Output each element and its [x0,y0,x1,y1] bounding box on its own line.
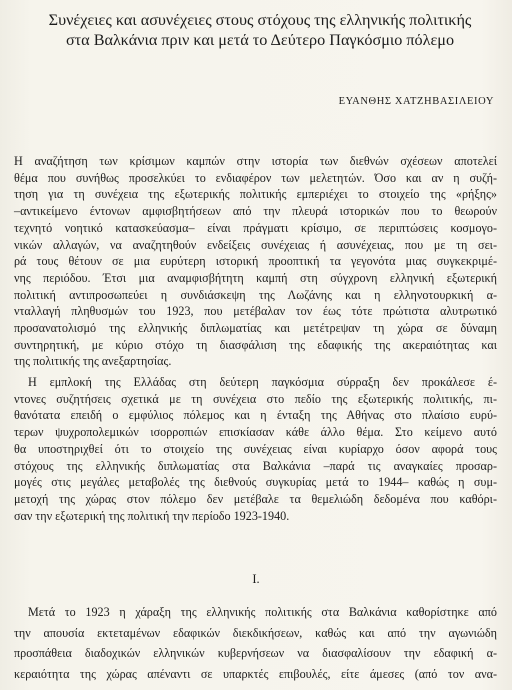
paragraph1-line: τεχνητό νοητικό κατασκεύασμα– είναι πράγματι κρίσιμο, σε περιπτώσεις κοσμογο- [14,220,497,235]
paragraph2-line: θα υποστηριχθεί ότι το στοιχείο της συνέχειας είναι κυρίαρχο όσον αφορά τους [14,441,497,456]
paragraph1-line: Η αναζήτηση των κρίσιμων καμπών στην ιστορία των διεθνών σχέσεων αποτελεί [14,154,497,168]
paragraph1-line: θέμα που συνήθως προσελκύει το ενδιαφέρον των μελετητών. Όσο και αν η συζή- [14,170,497,185]
title-line-1: Συνέχειες και ασυνέχειες στους στόχους της ελληνικής πολιτικής [48,11,472,29]
paragraph1-line: –αντικείμενο έντονων αμφισβητήσεων από την πλευρά ιστορικών που το θεωρούν [14,204,497,219]
paragraph2-line: σαν την εξωτερική της πολιτική την περίοδο 1923-1940. [14,508,290,523]
paragraph3-line: Μετά το 1923 η χάραξη της ελληνικής πολιτικής στα Βαλκάνια καθορίστηκε από [28,605,497,619]
title-line-2: στα Βαλκάνια πριν και μετά το Δεύτερο Παγκόσμιο πόλεμο [65,31,455,49]
paragraph2-line: ντονες συζητήσεις σχετικά με τη συνέχεια στο πεδίο της εξωτερικής πολιτικής, πι- [14,391,497,406]
paragraph2-line: Η εμπλοκή της Ελλάδας στη δεύτερη παγκόσμια σύρραξη δεν προκάλεσε έ- [28,375,497,389]
paragraph1-line: ρά τους θέτουν σε μια ευρύτερη ιστορική προοπτική τα γεγονότα μιας συγκεκριμέ- [14,254,497,269]
paragraph2-line: τερων ψυχροπολεμικών ισορροπιών επισκίασαν κάθε άλλο θέμα. Στο κείμενο αυτό [14,425,497,440]
paragraph2-line: θανότατα επειδή ο εμφύλιος πόλεμος και η ένταξη της Αθήνας στο πλαίσιο ευρύ- [14,408,497,423]
paragraph2-line: στόχους της ελληνικής διπλωματίας στα Βαλκάνια –παρά τις αναγκαίες προσαρ- [14,458,497,473]
paragraph1-line: τηση για τη συνέχεια της εξωτερικής πολιτικής εμπεριέχει το στοιχείο της «ρήξης» [14,187,497,202]
paragraph1-line: συντηρητική, με κύριο στόχο τη διασφάλιση της εδαφικής της ακεραιότητας και [14,337,497,352]
paragraph2-line: μετοχή της χώρας στον πόλεμο δεν μετέβαλε τα θεμελιώδη δεδομένα που καθόρι- [14,491,497,506]
author-name: ΕΥΑΝΘΗΣ ΧΑΤΖΗΒΑΣΙΛΕΙΟΥ [338,96,494,107]
paragraph3-line: την απουσία εκτεταμένων εδαφικών διεκδικήσεων, καθώς και από την αγωνιώδη [14,625,497,640]
paragraph1-line: νταλλαγή πληθυσμών του 1923, που μετέβαλαν τον έως τότε πρώτιστα αλυτρωτικό [14,304,497,319]
paragraph2-line: μογές στις μεγάλες μεταβολές της διεθνούς συγκυρίας μετά το 1944– καθώς η συμ- [14,475,497,490]
paragraph1-line: πολιτική αντιπροσωπεύει η συνδιάσκεψη της Λωζάνης και η ελληνοτουρκική α- [14,287,497,302]
paragraph3-line: κεραιότητα της χώρας απέναντι σε υπαρκτές επιβουλές, είτε άμεσες (από τον ανα- [14,666,497,681]
paragraph1-line: νικών αλλαγών, να αναζητηθούν ενδείξεις συνέχειας ή ασυνέχειας, που με τη σει- [14,237,497,252]
paragraph1-line: προσανατολισμό της ελληνικής διπλωματίας και μετέτρεψαν τη χώρα σε δύναμη [14,321,497,335]
paragraph1-line: της πολιτικής της ανεξαρτησίας. [14,354,172,369]
paragraph3-line: προσπάθεια διαδοχικών ελληνικών κυβερνήσεων να διασφαλίσουν την εδαφική α- [14,646,497,660]
section-heading: I. [252,572,260,586]
paragraph1-line: νης περιόδου. Έτσι μια αναμφισβήτητη καμπή στη σύγχρονη ελληνική εξωτερική [14,270,497,285]
